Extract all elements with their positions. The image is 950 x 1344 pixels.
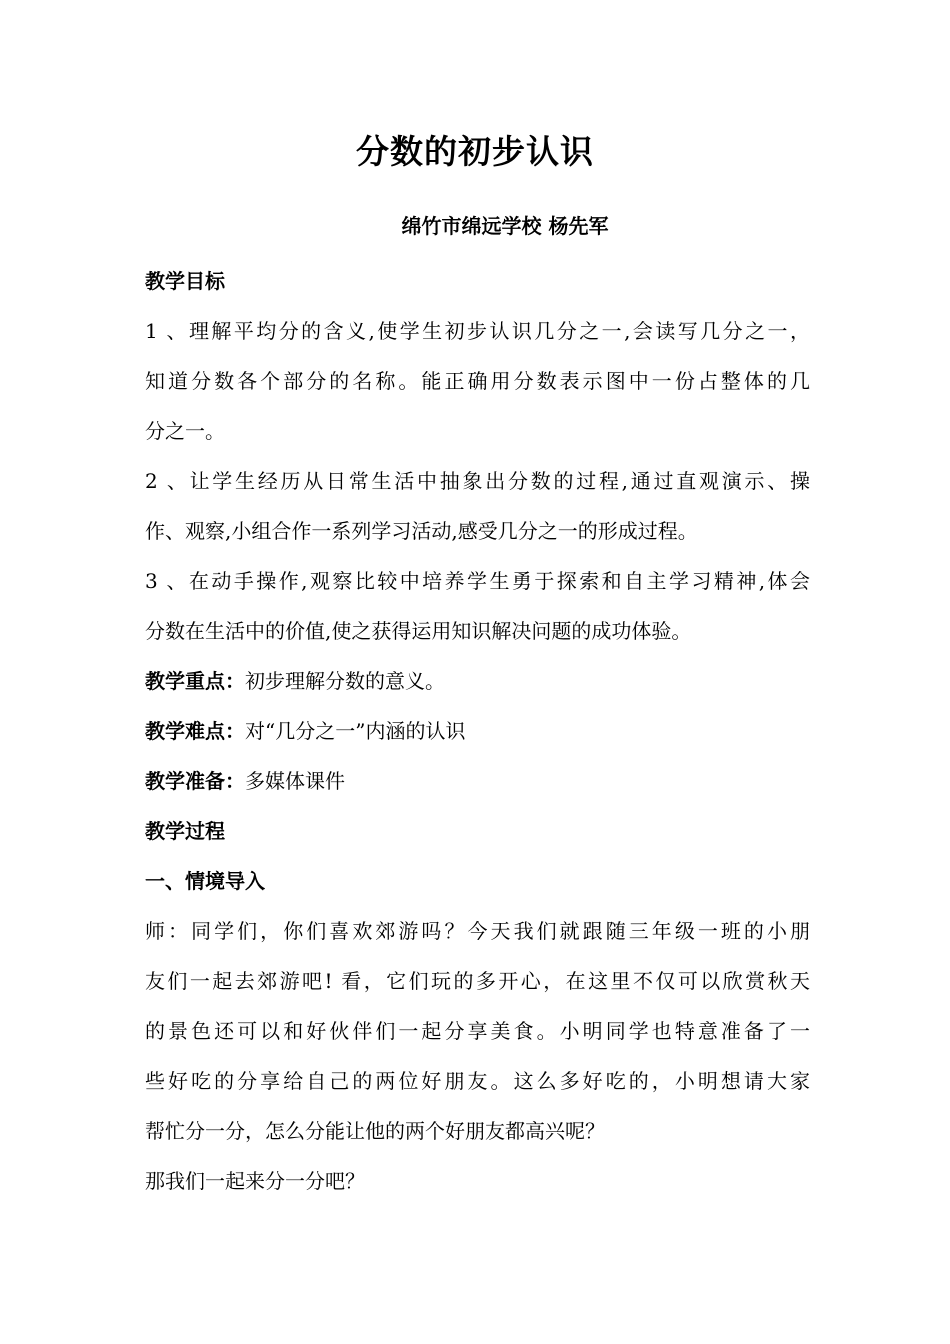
document-title: 分数的初步认识 bbox=[356, 132, 594, 171]
difficulty-label: 教学难点： bbox=[145, 719, 245, 743]
objective-1-line-2: 知道分数各个部分的名称。能正确用分数表示图中一份占整体的几 bbox=[145, 369, 810, 393]
preparation-row bbox=[145, 756, 810, 806]
author-line: 绵竹市绵远学校 杨先军 bbox=[401, 214, 609, 238]
objective-3-line-1: 3 、在动手操作,观察比较中培养学生勇于探索和自主学习精神,体会 bbox=[145, 569, 810, 593]
section-1-closing: 那我们一起来分一分吧？ bbox=[145, 1169, 365, 1193]
key-point-row bbox=[145, 656, 810, 706]
objective-1-line-3: 分之一。 bbox=[145, 419, 225, 443]
preparation-label: 教学准备： bbox=[145, 769, 245, 793]
key-point-text: 初步理解分数的意义。 bbox=[245, 669, 445, 693]
section-1-paragraph-line-2: 友们一起去郊游吧! 看，它们玩的多开心，在这里不仅可以欣赏秋天 bbox=[145, 969, 810, 993]
section-1-paragraph-line-5: 帮忙分一分，怎么分能让他的两个好朋友都高兴呢？ bbox=[145, 1119, 605, 1143]
document-body bbox=[145, 256, 810, 1206]
section-1-paragraph-line-3: 的景色还可以和好伙伴们一起分享美食。小明同学也特意准备了一 bbox=[145, 1019, 810, 1043]
difficulty-row bbox=[145, 706, 810, 756]
section-1-heading: 一、情境导入 bbox=[145, 869, 265, 893]
key-point-label: 教学重点： bbox=[145, 669, 245, 693]
difficulty-text: 对“几分之一”内涵的认识 bbox=[245, 719, 466, 743]
process-heading: 教学过程 bbox=[145, 819, 225, 843]
objective-1-line-1: 1 、理解平均分的含义,使学生初步认识几分之一,会读写几分之一， bbox=[145, 319, 810, 343]
preparation-text: 多媒体课件 bbox=[245, 769, 345, 793]
objectives-heading: 教学目标 bbox=[145, 269, 225, 293]
section-1-paragraph-line-1: 师：同学们，你们喜欢郊游吗？今天我们就跟随三年级一班的小朋 bbox=[145, 919, 810, 943]
objective-2-line-2: 作、观察,小组合作一系列学习活动,感受几分之一的形成过程。 bbox=[145, 519, 698, 543]
objective-3-line-2: 分数在生活中的价值,使之获得运用知识解决问题的成功体验。 bbox=[145, 619, 692, 643]
section-1-paragraph-line-4: 些好吃的分享给自己的两位好朋友。这么多好吃的，小明想请大家 bbox=[145, 1069, 810, 1093]
objective-2-line-1: 2 、让学生经历从日常生活中抽象出分数的过程,通过直观演示、操 bbox=[145, 469, 810, 493]
